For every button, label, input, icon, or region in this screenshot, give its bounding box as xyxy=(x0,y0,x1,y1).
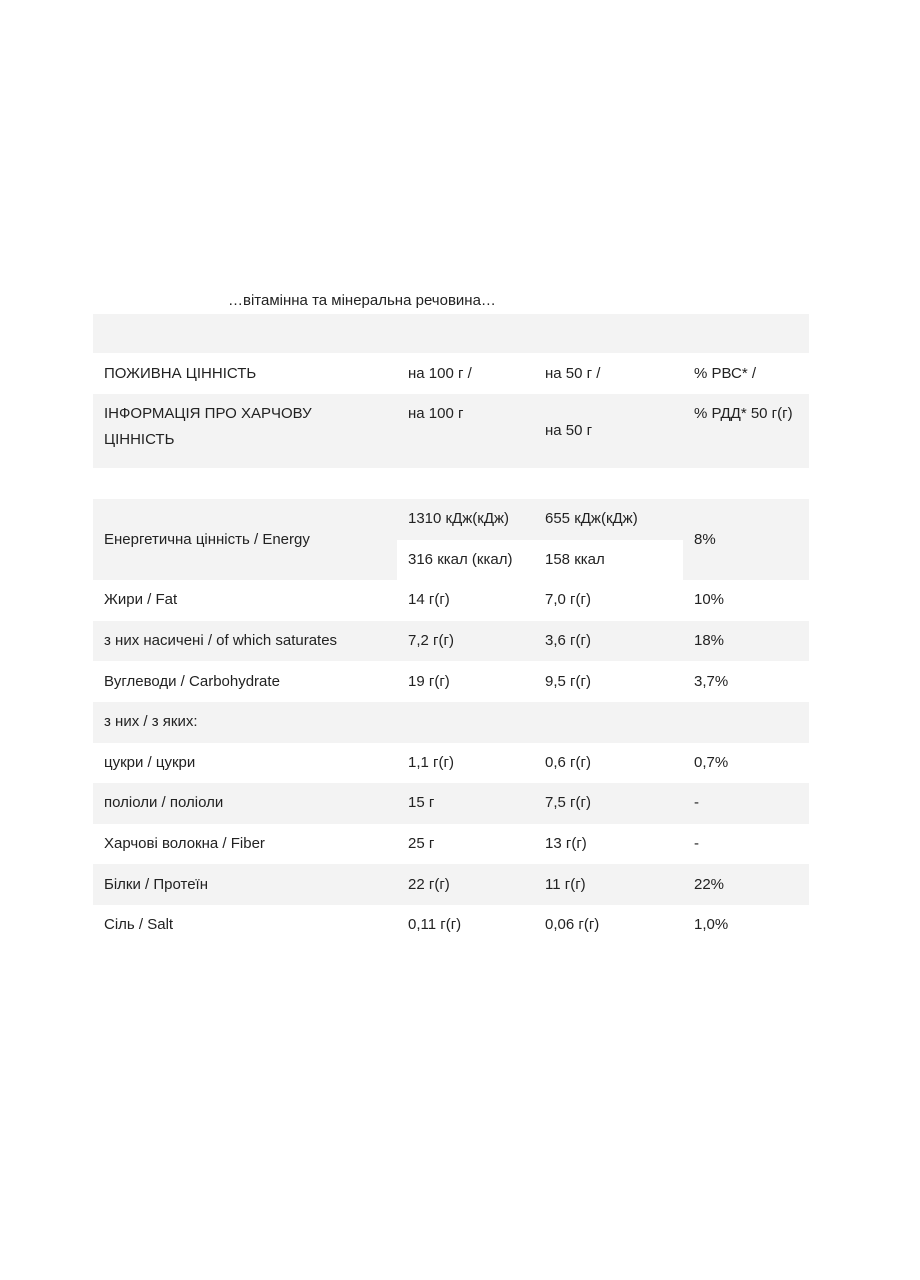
header-rdi-cell: % РДД* 50 г(г) xyxy=(683,394,809,468)
nutrition-header-table xyxy=(93,314,809,468)
table-row xyxy=(93,864,809,905)
nutrition-table xyxy=(93,499,809,946)
table-row xyxy=(93,824,809,865)
energy-kcal-per50-cell: 158 ккал xyxy=(534,540,683,581)
nutrient-per50-cell: 11 г(г) xyxy=(534,864,683,905)
nutrient-per50-cell: 0,6 г(г) xyxy=(534,743,683,784)
nutrient-per50-cell: 0,06 г(г) xyxy=(534,905,683,946)
nutrient-per50-cell xyxy=(534,702,683,743)
nutrient-per100-cell: 15 г xyxy=(397,783,534,824)
table-row xyxy=(93,702,809,743)
nutrient-rdi-cell: 0,7% xyxy=(683,743,809,784)
header-row-2 xyxy=(93,394,809,468)
nutrient-per50-cell: 9,5 г(г) xyxy=(534,661,683,702)
header-per100-cell: на 100 г / xyxy=(397,353,534,394)
nutrient-per50-cell: 13 г(г) xyxy=(534,824,683,865)
nutrient-rdi-cell: 3,7% xyxy=(683,661,809,702)
nutrient-rdi-cell: - xyxy=(683,783,809,824)
clipped-text-line xyxy=(228,290,496,309)
table-row xyxy=(93,661,809,702)
nutrient-per100-cell xyxy=(397,702,534,743)
nutrient-per100-cell: 22 г(г) xyxy=(397,864,534,905)
nutrient-per100-cell: 14 г(г) xyxy=(397,580,534,621)
nutrient-name-cell: Сіль / Salt xyxy=(93,905,397,946)
header-spacer-row xyxy=(93,314,809,353)
nutrient-per100-cell: 19 г(г) xyxy=(397,661,534,702)
table-row xyxy=(93,905,809,946)
header-name-cell: ІНФОРМАЦІЯ ПРО ХАРЧОВУ ЦІННІСТЬ xyxy=(93,394,397,468)
header-per50-cell: на 50 г xyxy=(534,394,683,468)
header-per50-cell: на 50 г / xyxy=(534,353,683,394)
nutrient-per50-cell: 7,0 г(г) xyxy=(534,580,683,621)
nutrient-per100-cell: 7,2 г(г) xyxy=(397,621,534,662)
header-rdi-cell: % РВС* / xyxy=(683,353,809,394)
nutrient-rdi-cell: 1,0% xyxy=(683,905,809,946)
nutrient-name-cell: Жири / Fat xyxy=(93,580,397,621)
table-row xyxy=(93,783,809,824)
nutrient-name-cell: Харчові волокна / Fiber xyxy=(93,824,397,865)
nutrient-rdi-cell: - xyxy=(683,824,809,865)
nutrient-rows xyxy=(93,580,809,945)
nutrient-name-cell: Білки / Протеїн xyxy=(93,864,397,905)
nutrient-name-cell: з них / з яких: xyxy=(93,702,397,743)
header-row-1 xyxy=(93,353,809,394)
nutrient-name-cell: поліоли / поліоли xyxy=(93,783,397,824)
nutrient-rdi-cell: 22% xyxy=(683,864,809,905)
nutrient-per100-cell: 0,11 г(г) xyxy=(397,905,534,946)
nutrient-rdi-cell: 10% xyxy=(683,580,809,621)
energy-kj-per100-cell: 1310 кДж(кДж) xyxy=(397,499,534,540)
table-row xyxy=(93,621,809,662)
energy-kj-per50-cell: 655 кДж(кДж) xyxy=(534,499,683,540)
energy-rdi-cell: 8% xyxy=(683,499,809,580)
energy-name-cell: Енергетична цінність / Energy xyxy=(93,499,397,580)
clipped-text: …вітамінна та мінеральна речовина… xyxy=(228,292,496,309)
table-row xyxy=(93,580,809,621)
nutrient-rdi-cell xyxy=(683,702,809,743)
energy-kcal-per100-cell: 316 ккал (ккал) xyxy=(397,540,534,581)
nutrient-per100-cell: 25 г xyxy=(397,824,534,865)
header-per100-cell: на 100 г xyxy=(397,394,534,468)
energy-row-kj xyxy=(93,499,809,540)
nutrient-name-cell: з них насичені / of which saturates xyxy=(93,621,397,662)
nutrient-per100-cell: 1,1 г(г) xyxy=(397,743,534,784)
nutrient-name-cell: цукри / цукри xyxy=(93,743,397,784)
nutrient-name-cell: Вуглеводи / Carbohydrate xyxy=(93,661,397,702)
header-name-cell: ПОЖИВНА ЦІННІСТЬ xyxy=(93,353,397,394)
nutrient-per50-cell: 7,5 г(г) xyxy=(534,783,683,824)
nutrient-per50-cell: 3,6 г(г) xyxy=(534,621,683,662)
table-row xyxy=(93,743,809,784)
nutrient-rdi-cell: 18% xyxy=(683,621,809,662)
